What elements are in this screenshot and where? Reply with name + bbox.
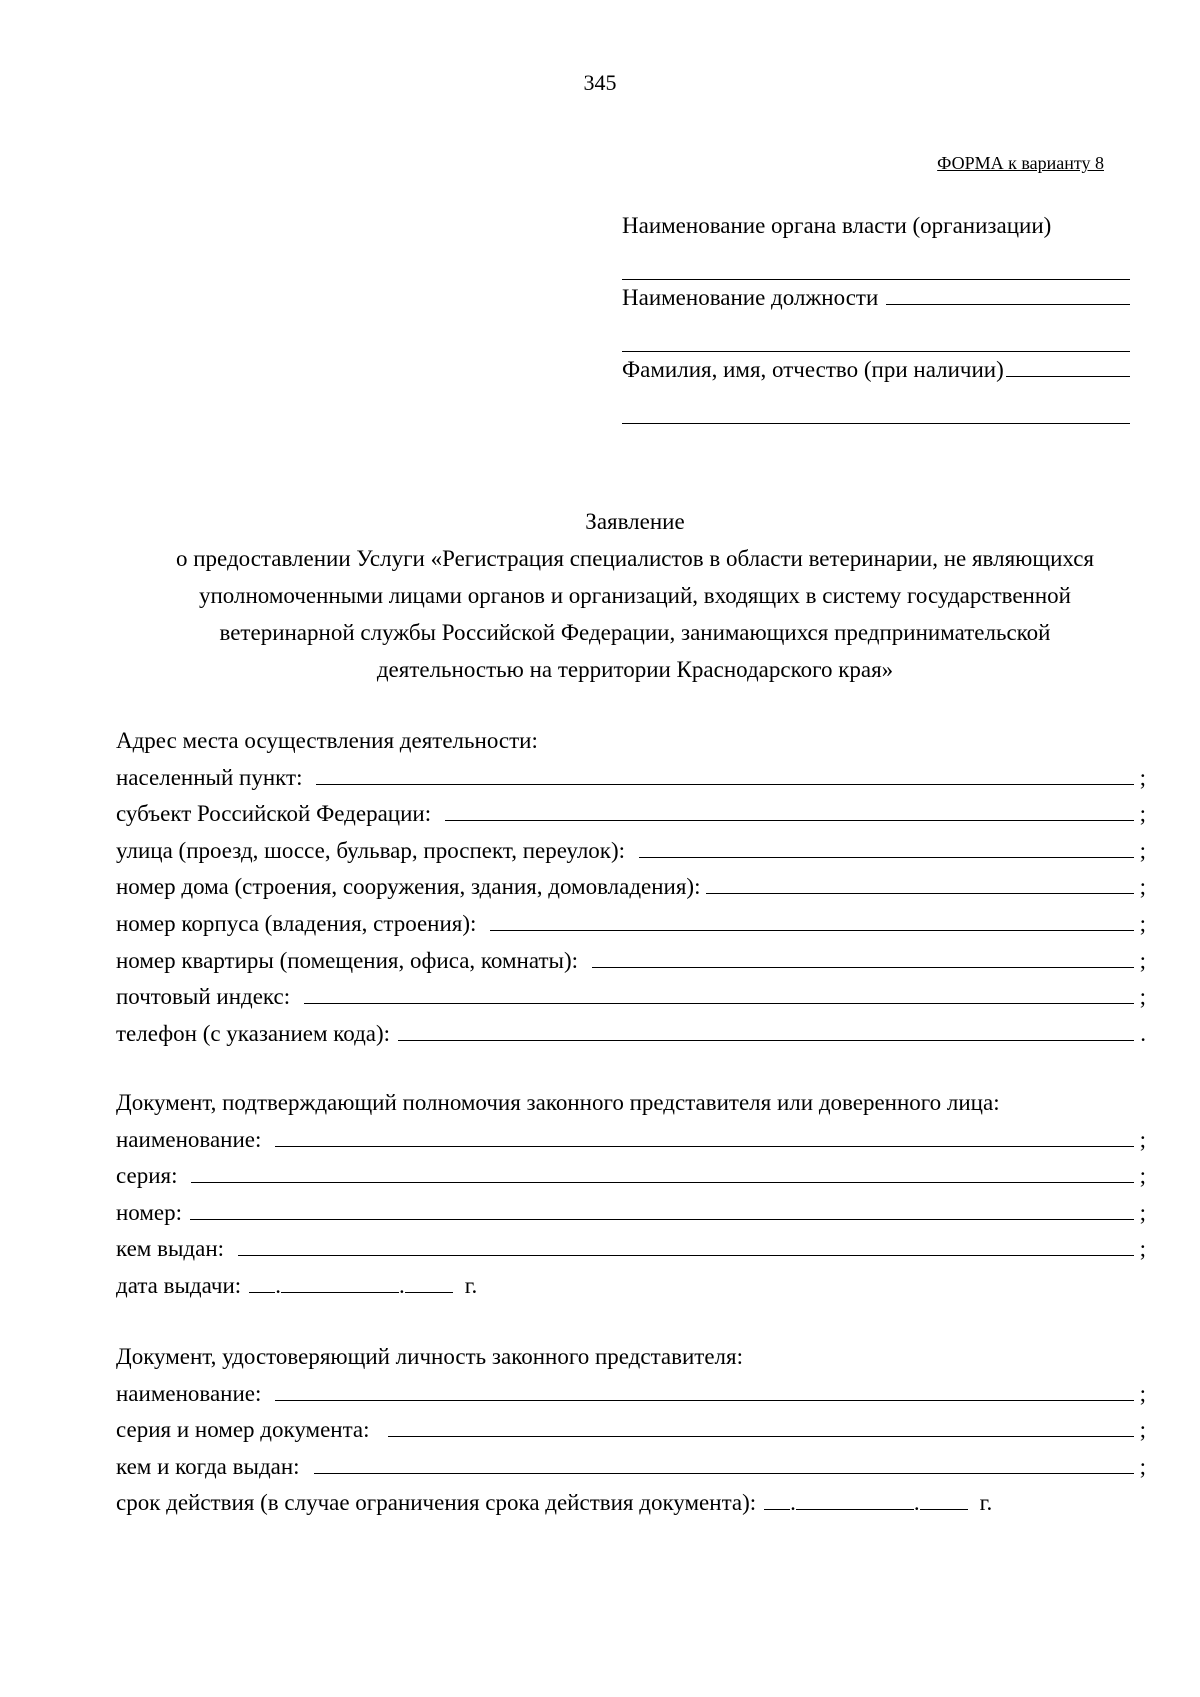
field-end: ; <box>1139 837 1146 863</box>
field-label: срок действия (в случае ограничения срока действия документа): <box>116 1490 757 1516</box>
position-label: Наименование должности <box>622 285 879 310</box>
field-authority-issue-date <box>116 1268 1146 1305</box>
address-section <box>116 723 1146 1052</box>
addressee-block <box>622 208 1130 424</box>
field-end: ; <box>1139 801 1146 827</box>
field-end: . <box>1140 1020 1146 1046</box>
field-locality <box>116 760 1146 797</box>
field-label: номер: <box>116 1199 183 1225</box>
field-end: ; <box>1139 1380 1146 1406</box>
identity-issuer-input-line[interactable] <box>314 1451 1134 1474</box>
field-label: населенный пункт: <box>116 764 303 790</box>
field-street <box>116 833 1146 870</box>
field-label: кем и когда выдан: <box>116 1453 300 1479</box>
name-input-line-2[interactable] <box>622 388 1130 424</box>
position-line <box>622 280 1130 316</box>
date-separator: . <box>275 1272 281 1298</box>
form-reference: ФОРМА к варианту 8 <box>937 153 1104 173</box>
postal-code-input-line[interactable] <box>304 981 1134 1004</box>
field-identity-issuer <box>116 1449 1146 1486</box>
field-apartment <box>116 943 1146 980</box>
title-line-1: о предоставлении Услуги «Регистрация специалистов в области ветеринарии, не являющихся <box>175 546 1094 571</box>
validity-day-input-line[interactable] <box>764 1487 790 1510</box>
region-input-line[interactable] <box>445 798 1134 821</box>
identity-heading: Документ, удостоверяющий личность законного представителя: <box>116 1344 743 1369</box>
field-identity-name <box>116 1376 1146 1413</box>
field-end: ; <box>1139 910 1146 936</box>
field-identity-validity <box>116 1485 1146 1522</box>
field-label: телефон (с указанием кода): <box>116 1020 391 1046</box>
apartment-input-line[interactable] <box>592 945 1134 968</box>
title-line-3: ветеринарной службы Российской Федерации, занимающихся предпринимательской <box>219 620 1051 645</box>
field-authority-name <box>116 1122 1146 1159</box>
authority-series-input-line[interactable] <box>191 1160 1134 1183</box>
field-label: почтовый индекс: <box>116 984 291 1010</box>
building-input-line[interactable] <box>490 908 1134 931</box>
year-suffix: г. <box>464 1272 478 1298</box>
field-label: наименование: <box>116 1380 262 1406</box>
field-building <box>116 906 1146 943</box>
name-line <box>622 352 1130 388</box>
year-suffix: г. <box>979 1490 993 1516</box>
page-number: 345 <box>583 70 617 95</box>
authority-number-input-line[interactable] <box>190 1197 1134 1220</box>
field-end: ; <box>1139 984 1146 1010</box>
name-input-line[interactable] <box>1006 352 1130 377</box>
field-label: серия и номер документа: <box>116 1417 370 1443</box>
field-phone <box>116 1016 1146 1053</box>
title-line-4: деятельностью на территории Краснодарского края» <box>376 657 894 682</box>
field-authority-series <box>116 1158 1146 1195</box>
address-heading: Адрес места осуществления деятельности: <box>116 728 538 753</box>
organization-label-line <box>622 208 1130 244</box>
authority-issuer-input-line[interactable] <box>238 1233 1134 1256</box>
application-title <box>130 503 1140 688</box>
organization-input-line[interactable] <box>622 244 1130 280</box>
name-label: Фамилия, имя, отчество (при наличии) <box>622 357 1004 382</box>
authority-heading-row <box>116 1085 1146 1122</box>
field-end: ; <box>1139 1236 1146 1262</box>
field-label: кем выдан: <box>116 1236 225 1262</box>
identity-heading-row <box>116 1339 1146 1376</box>
field-label: номер корпуса (владения, строения): <box>116 910 477 936</box>
street-input-line[interactable] <box>639 835 1134 858</box>
title-heading: Заявление <box>585 509 685 534</box>
identity-document-section <box>116 1339 1146 1522</box>
field-end: ; <box>1139 1199 1146 1225</box>
field-end: ; <box>1139 874 1146 900</box>
house-input-line[interactable] <box>706 871 1134 894</box>
field-label: улица (проезд, шоссе, бульвар, проспект, переулок): <box>116 837 626 863</box>
issue-day-input-line[interactable] <box>249 1270 275 1293</box>
field-label: серия: <box>116 1163 178 1189</box>
field-label: дата выдачи: <box>116 1272 242 1298</box>
authority-name-input-line[interactable] <box>275 1124 1134 1147</box>
field-region <box>116 796 1146 833</box>
title-line-2: уполномоченными лицами органов и организаций, входящих в систему государственной <box>199 583 1071 608</box>
authority-heading: Документ, подтверждающий полномочия законного представителя или доверенного лица: <box>116 1090 1000 1115</box>
field-label: наименование: <box>116 1126 262 1152</box>
date-separator: . <box>790 1490 796 1516</box>
issue-year-input-line[interactable] <box>405 1270 453 1293</box>
identity-series-number-input-line[interactable] <box>388 1414 1134 1437</box>
field-authority-issuer <box>116 1231 1146 1268</box>
field-label: субъект Российской Федерации: <box>116 801 432 827</box>
field-end: ; <box>1139 1126 1146 1152</box>
field-end: ; <box>1139 1453 1146 1479</box>
position-input-line-2[interactable] <box>622 316 1130 352</box>
field-label: номер дома (строения, сооружения, здания, домовладения): <box>116 874 701 900</box>
field-authority-number <box>116 1195 1146 1232</box>
field-postal-code <box>116 979 1146 1016</box>
field-identity-series-number <box>116 1412 1146 1449</box>
field-end: ; <box>1139 764 1146 790</box>
date-separator: . <box>913 1490 920 1516</box>
validity-year-input-line[interactable] <box>920 1487 968 1510</box>
authority-document-section <box>116 1085 1146 1305</box>
date-separator: . <box>398 1272 405 1298</box>
phone-input-line[interactable] <box>398 1018 1134 1041</box>
field-end: ; <box>1139 947 1146 973</box>
field-end: ; <box>1139 1417 1146 1443</box>
address-heading-row <box>116 723 1146 760</box>
identity-name-input-line[interactable] <box>275 1378 1134 1401</box>
validity-month-input-line[interactable] <box>796 1487 914 1510</box>
field-end: ; <box>1139 1163 1146 1189</box>
organization-label: Наименование органа власти (организации) <box>622 213 1052 238</box>
position-input-line[interactable] <box>886 280 1130 305</box>
locality-input-line[interactable] <box>316 762 1134 785</box>
field-label: номер квартиры (помещения, офиса, комнаты): <box>116 947 578 973</box>
field-house <box>116 869 1146 906</box>
issue-month-input-line[interactable] <box>281 1270 399 1293</box>
